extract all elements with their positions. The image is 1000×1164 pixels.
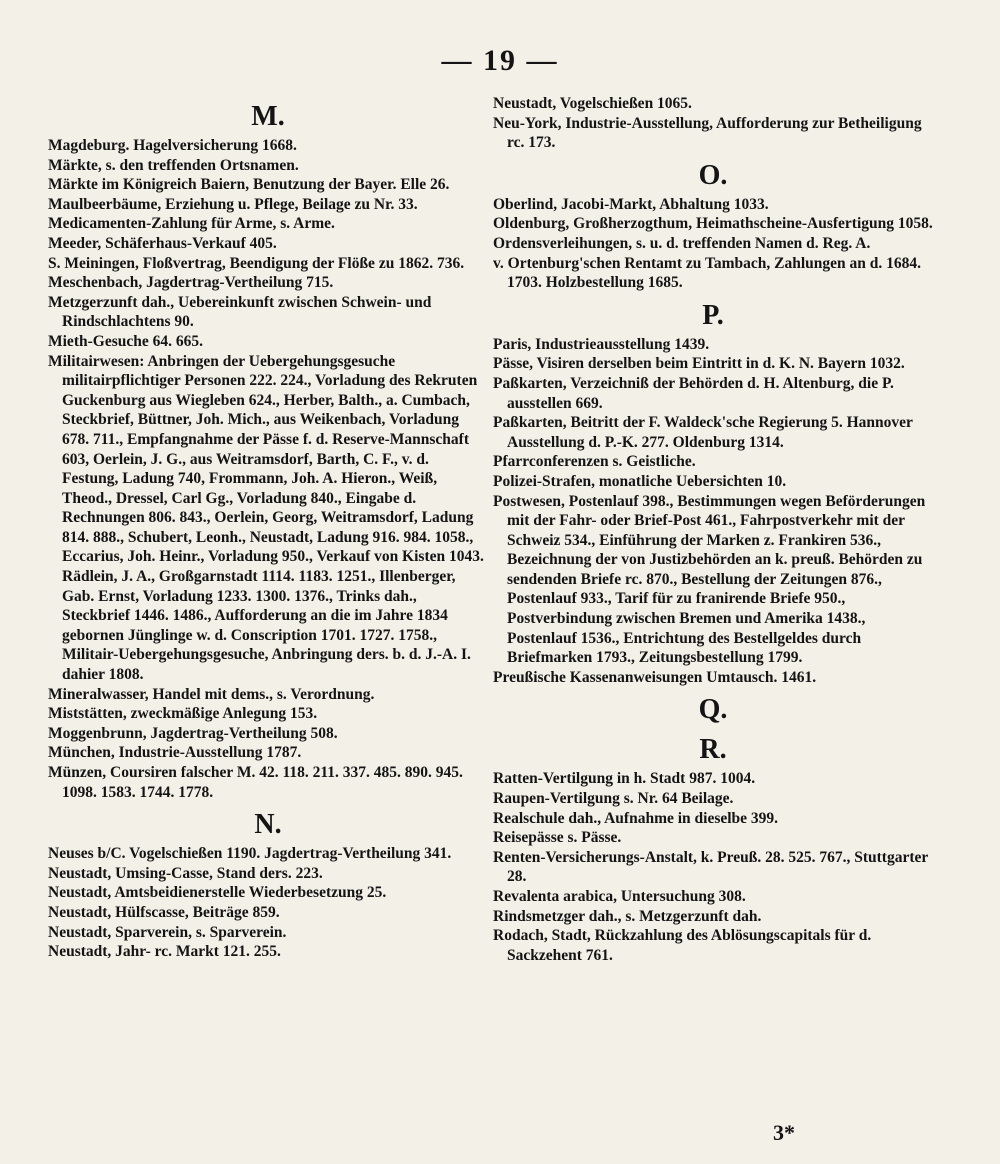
index-entry: Preußische Kassenanweisungen Umtausch. 1461. [493,668,817,686]
index-entry: Münzen, Coursiren falscher M. 42. 118. 211. 337. 485. 890. 945. 1098. 1583. 1744. 1778. [48,764,463,801]
section-letter: M. [251,101,285,132]
index-entry: Rindsmetzger dah., s. Metzgerzunft dah. [493,907,762,925]
section-letter: P. [702,299,724,331]
section-letter: R. [699,734,727,766]
index-entry: Neustadt, Sparverein, s. Sparverein. [48,923,287,941]
index-entry: v. Ortenburg'schen Rentamt zu Tambach, Zahlungen an d. 1684. 1703. Holzbestellung 1685. [493,254,922,292]
index-entry: Postwesen, Postenlauf 398., Bestimmungen wegen Beförderungen mit der Fahr- oder Brief-Post 461., Fahrpostverkehr mit der Schweiz 534., Einführung der Marken z. Frankiren 536., Bezeichnung der von Justizbehörden an k. preuß. Behörden zu sendenden Briefe rc. 870., Bestellung der Zeitungen 876., Postenlauf 933., Tarif für zu franirende Briefe 950., Postverbindung zwischen Bremen und Amerika 1438., Postenlauf 1536., Entrichtung des Bestellgeldes durch Briefmarken 1793., Zeitungsbestellung 1799. [493,492,926,667]
index-entry: Raupen-Vertilgung s. Nr. 64 Beilage. [493,790,734,808]
index-entry: Märkte im Königreich Baiern, Benutzung der Bayer. Elle 26. [48,176,450,194]
index-entry: Revalenta arabica, Untersuchung 308. [493,888,746,905]
index-entry: Paris, Industrieausstellung 1439. [493,335,710,353]
index-entry: Moggenbrunn, Jagdertrag-Vertheilung 508. [48,724,338,742]
index-entry: S. Meiningen, Floßvertrag, Beendigung der Flöße zu 1862. 736. [48,254,465,272]
index-entry: Neustadt, Jahr- rc. Markt 121. 255. [48,943,281,961]
index-entry: Neustadt, Umsing-Casse, Stand ders. 223. [48,864,323,882]
index-entry: Märkte, s. den treffenden Ortsnamen. [48,156,299,174]
index-entry: Neustadt, Vogelschießen 1065. [493,95,692,112]
index-entry: Meschenbach, Jagdertrag-Vertheilung 715. [48,274,334,292]
page-number: — 19 — [441,44,559,77]
section-letter: Q. [698,694,728,726]
index-entry: Metzgerzunft dah., Uebereinkunft zwischen Schwein- und Rindschlachtens 90. [48,293,432,331]
index-entry: Pässe, Visiren derselben beim Eintritt in d. K. N. Bayern 1032. [493,355,905,373]
index-entry: Maulbeerbäume, Erziehung u. Pflege, Beilage zu Nr. 33. [48,195,418,213]
index-entry: Magdeburg. Hagelversicherung 1668. [48,137,297,154]
index-entry: Renten-Versicherungs-Anstalt, k. Preuß. 28. 525. 767., Stuttgarter 28. [493,848,928,886]
section-letter: O. [698,159,728,191]
index-entry: München, Industrie-Ausstellung 1787. [48,744,302,762]
left-column [48,94,488,962]
index-entry: Realschule dah., Aufnahme in dieselbe 399. [493,809,779,827]
index-entry: Militairwesen: Anbringen der Uebergehungsgesuche militairpflichtiger Personen 222. 224., Vorladung des Rekruten Guckenburg aus Wiegleben 624., Herber, Balth., a. Cumbach, Steckbrief, Büttner, Joh. Mich., aus Weikenbach, Vorladung 678. 711., Empfangnahme der Pässe f. d. Reserve-Mannschaft 603, Oerlein, J. G., aus Weitramsdorf, Barth, C. F., v. d. Festung, Ladung 740, Frommann, Joh. A. Hieron., Weiß, Theod., Dressel, Carl Gg., Vorladung 840., Eingabe d. Rechnungen 806. 843., Oerlein, Georg, Weitramsdorf, Ladung 814. 888., Schubert, Leonh., Neustadt, Ladung 916. 984. 1058., Eccarius, Joh. Heinr., Vorladung 950., Verkauf von Kisten 1043. Rädlein, J. A., Großgarnstadt 1114. 1183. 1251., Illenberger, Gab. Ernst, Vorladung 1233. 1300. 1376., Trinks dah., Steckbrief 1446. 1486., Aufforderung an die im Jahre 1834 gebornen Jünglinge w. d. Conscription 1701. 1727. 1758., Militair-Uebergehungsgesuche, Anbringung ders. b. d. J.-A. I. dahier 1808. [48,352,484,684]
index-entry: Oberlind, Jacobi-Markt, Abhaltung 1033. [493,195,769,213]
index-entry: Neu-York, Industrie-Ausstellung, Aufforderung zur Betheiligung rc. 173. [493,114,922,152]
index-entry: Meeder, Schäferhaus-Verkauf 405. [48,234,277,252]
index-entry: Neustadt, Hülfscasse, Beiträge 859. [48,903,280,921]
index-entry: Paßkarten, Verzeichniß der Behörden d. H. Altenburg, die P. ausstellen 669. [493,374,894,412]
index-entry: Neuses b/C. Vogelschießen 1190. Jagdertrag-Vertheilung 341. [48,845,452,863]
right-column [493,94,933,965]
index-entry: Oldenburg, Großherzogthum, Heimathscheine-Ausfertigung 1058. [493,215,933,233]
index-entry: Reisepässe s. Pässe. [493,829,622,847]
section-letter: N. [254,809,282,841]
index-entry: Ratten-Vertilgung in h. Stadt 987. 1004. [493,770,756,788]
signature-mark: 3* [773,1120,795,1145]
index-entry: Paßkarten, Beitritt der F. Waldeck'sche Regierung 5. Hannover Ausstellung d. P.-K. 277. Oldenburg 1314. [493,414,913,451]
index-entry: Ordensverleihungen, s. u. d. treffenden Namen d. Reg. A. [493,234,871,252]
index-entry: Miststätten, zweckmäßige Anlegung 153. [48,705,318,723]
index-entry: Mieth-Gesuche 64. 665. [48,332,203,350]
index-entry: Medicamenten-Zahlung für Arme, s. Arme. [48,215,335,233]
index-entry: Mineralwasser, Handel mit dems., s. Verordnung. [48,685,375,703]
index-entry: Neustadt, Amtsbeidienerstelle Wiederbesetzung 25. [48,884,387,902]
index-entry: Rodach, Stadt, Rückzahlung des Ablösungscapitals für d. Sackzehent 761. [493,927,872,964]
index-entry: Polizei-Strafen, monatliche Uebersichten 10. [493,472,787,490]
index-entry: Pfarrconferenzen s. Geistliche. [493,453,696,471]
